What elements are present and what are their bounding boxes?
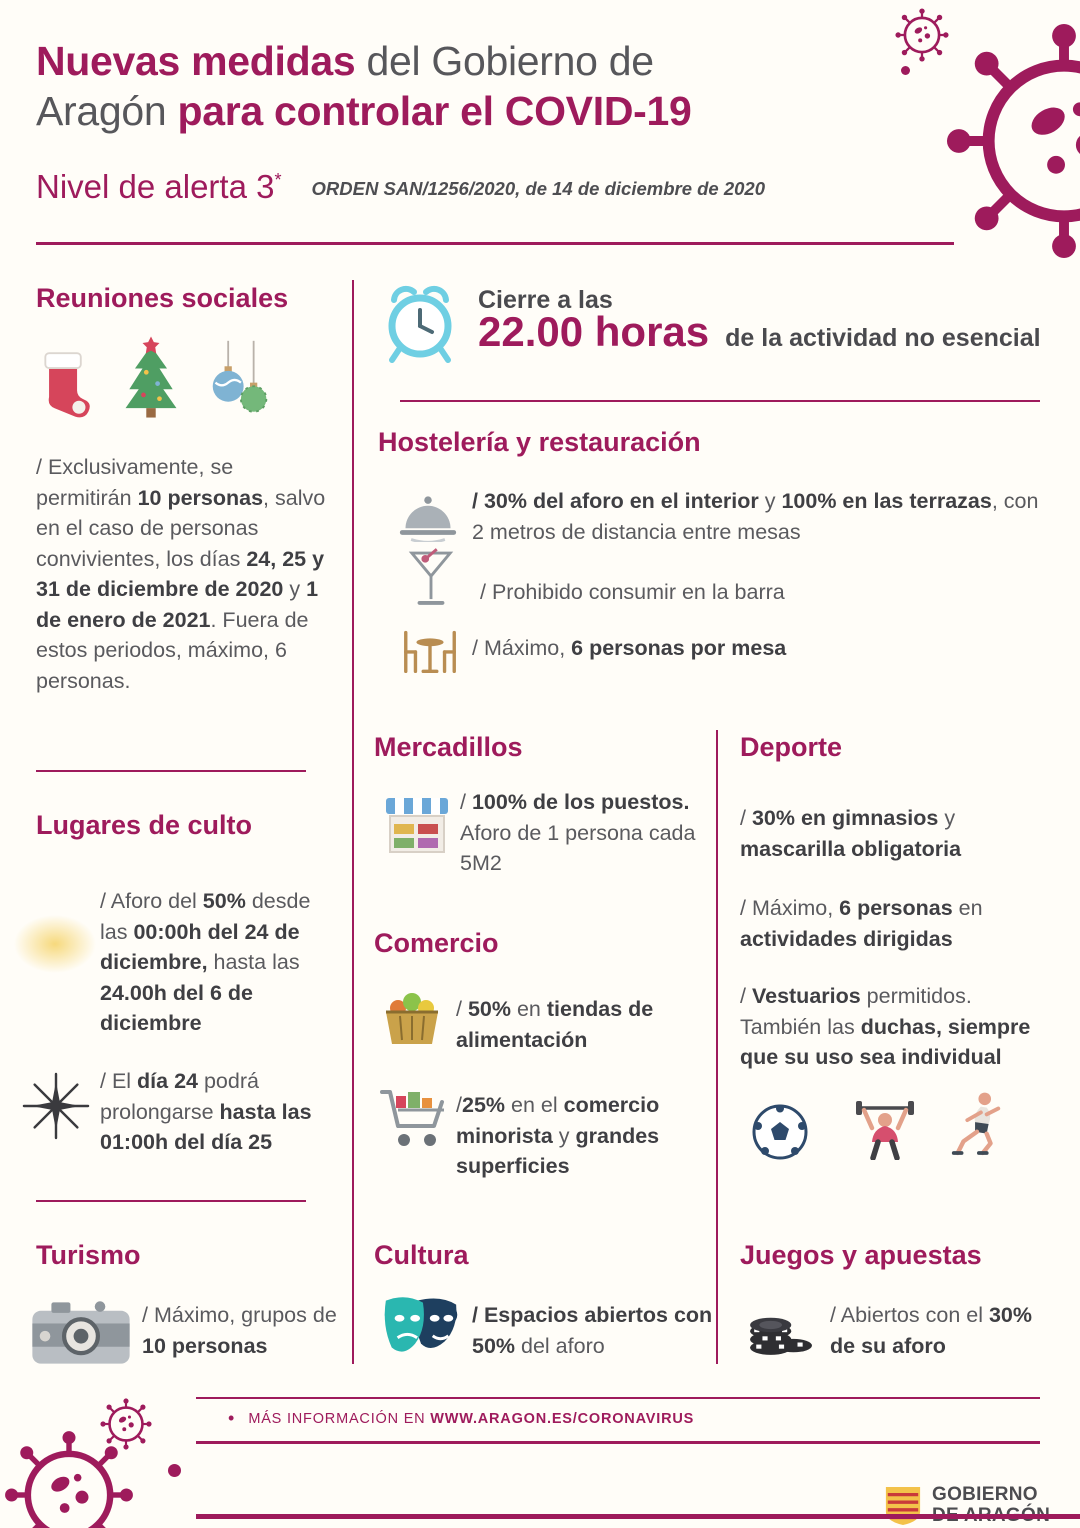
section-heading-cultura: Cultura <box>374 1240 469 1270</box>
footer-info <box>228 1408 694 1429</box>
culto-item-2: / El día 24 podrá prolongarse hasta las 01:00h del día 25 <box>100 1069 312 1155</box>
cocktail-icon <box>408 546 454 610</box>
grocery-basket-icon <box>380 988 444 1048</box>
deporte-item-1: / 30% en gimnasios y mascarilla obligatoria <box>740 806 962 861</box>
closing-intro: Cierre a las <box>478 286 613 314</box>
section-heading-turismo: Turismo <box>36 1240 141 1270</box>
alarm-clock-icon <box>380 282 460 366</box>
camera-icon <box>30 1296 132 1370</box>
title-line-2: Aragón para controlar el COVID-19 <box>36 88 692 135</box>
table-chairs-icon <box>398 626 462 676</box>
culto-item-1: / Aforo del 50% desde las 00:00h del 24 de diciembre, hasta las 24.00h del 6 de diciembre <box>100 889 311 1036</box>
footer-info-text <box>248 1411 694 1427</box>
bullet: • <box>228 1408 235 1428</box>
gobierno-aragon-logo <box>884 1484 1050 1528</box>
divider <box>36 242 954 245</box>
weightlifter-icon <box>852 1098 918 1160</box>
vertical-divider <box>352 280 354 1364</box>
vertical-divider <box>716 730 718 1364</box>
footer-info-label: MÁS INFORMACIÓN EN <box>248 1410 431 1427</box>
bottom-bar <box>196 1514 1080 1519</box>
shopping-cart-icon <box>378 1086 448 1152</box>
market-stall-icon <box>382 794 452 858</box>
virus-dot <box>168 1464 181 1477</box>
juegos-item: / Abiertos con el 30% de su aforo <box>830 1303 1032 1358</box>
section-heading-hosteleria: Hostelería y restauración <box>378 427 701 457</box>
mercadillos-item: / 100% de los puestos. Aforo de 1 persona cada 5M2 <box>460 790 696 876</box>
hosteleria-item-1: / 30% del aforo en el interior y 100% en las terrazas, con 2 metros de distancia entre mesas <box>472 489 1039 544</box>
hosteleria-item-3: / Máximo, 6 personas por mesa <box>472 636 787 660</box>
deporte-item-3: / Vestuarios permitidos. También las duchas, siempre que su uso sea individual <box>740 984 1031 1070</box>
comercio-item-1: / 50% en tiendas de alimentación <box>456 997 654 1052</box>
serving-dish-icon <box>398 492 458 542</box>
aragon-flag-icon <box>884 1484 922 1528</box>
turismo-item: / Máximo, grupos de 10 personas <box>142 1303 337 1358</box>
title-line-1: Nuevas medidas del Gobierno de <box>36 38 654 84</box>
divider <box>196 1397 1040 1399</box>
theater-masks-icon <box>380 1292 462 1364</box>
star-icon <box>22 1072 90 1140</box>
page-title <box>36 36 876 137</box>
hosteleria-item-2: / Prohibido consumir en la barra <box>480 580 785 604</box>
divider <box>196 1441 1040 1444</box>
comercio-item-2: /25% en el comercio minorista y grandes superficies <box>456 1093 660 1179</box>
divider <box>36 770 306 772</box>
closing-suffix: de la actividad no esencial <box>725 324 1041 352</box>
stocking-icon <box>36 345 92 421</box>
reuniones-paragraph: / Exclusivamente, se permitirán 10 personas, salvo en el caso de personas convivientes, los días 24, 25 y 31 de diciembre de 2020 y 1 de enero de 2021. Fuera de estos periodos, máximo, 6 personas. <box>36 455 326 693</box>
christmas-icons <box>36 333 270 421</box>
footer-info-url-link[interactable]: WWW.ARAGON.ES/CORONAVIRUS <box>430 1410 695 1427</box>
section-heading-culto: Lugares de culto <box>36 810 253 840</box>
section-heading-deporte: Deporte <box>740 732 843 762</box>
deporte-item-2: / Máximo, 6 personas en actividades dirigidas <box>740 896 983 951</box>
virus-icon <box>4 1430 134 1528</box>
virus-icon <box>945 22 1080 260</box>
virus-dot <box>901 66 910 75</box>
section-heading-juegos: Juegos y apuestas <box>740 1240 982 1270</box>
soccer-ball-icon <box>752 1104 808 1160</box>
divider <box>400 400 1040 402</box>
section-heading-mercadillos: Mercadillos <box>374 732 523 762</box>
alert-level: Nivel de alerta 3* <box>36 168 282 205</box>
cultura-item: / Espacios abiertos con 50% del aforo <box>472 1303 713 1358</box>
divider <box>36 1200 306 1202</box>
virus-icon <box>895 8 949 62</box>
order-reference: ORDEN SAN/1256/2020, de 14 de diciembre de 2020 <box>311 178 766 199</box>
ornaments-icon <box>210 337 270 421</box>
alert-row <box>36 168 765 206</box>
closing-time-row <box>478 308 1041 356</box>
logo-line-1: GOBIERNO <box>932 1484 1038 1506</box>
runner-icon <box>948 1090 1006 1158</box>
christmas-tree-icon <box>118 333 184 421</box>
glow-icon <box>14 915 96 973</box>
poker-chips-icon <box>748 1296 814 1356</box>
section-heading-reuniones: Reuniones sociales <box>36 283 289 313</box>
section-heading-comercio: Comercio <box>374 928 499 958</box>
closing-time: 22.00 horas <box>478 308 710 355</box>
logo-text <box>932 1485 1050 1526</box>
